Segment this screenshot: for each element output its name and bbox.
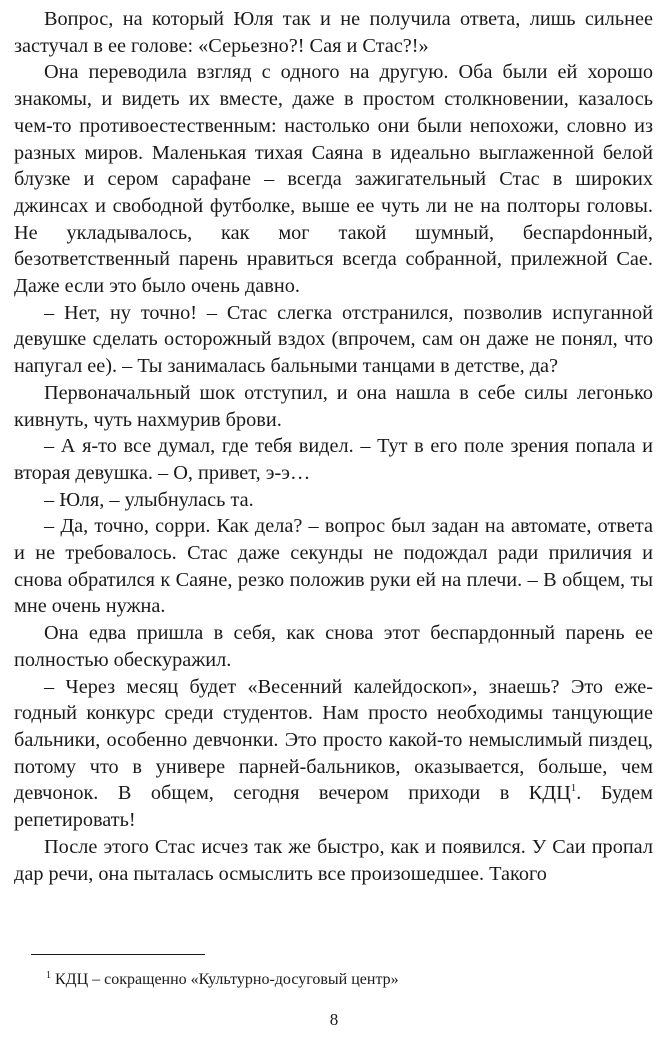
- paragraph: Вопрос, на который Юля так и не получила ответа, лишь сильнее застучал в ее голове: «Серьезно?! Сая и Стас?!»: [14, 8, 653, 57]
- paragraph: – Нет, ну точно! – Стас слегка отстранился, позволив испуганной девушке сделать осторожный вздох (впрочем, сам он даже не понял, что напугал ее). – Ты занималась бальными танцами в детстве, да?: [14, 301, 653, 378]
- footnote-text: КДЦ – сокращенно «Культурно-досуговый центр»: [55, 971, 399, 988]
- page-body: [14, 6, 653, 887]
- paragraph: Первоначальный шок отступил, и она нашла в себе силы легонько кивнуть, чуть нахмурив брови.: [14, 381, 653, 431]
- paragraph: Она переводила взгляд с одного на другую. Оба были ей хорошо знакомы, и видеть их вместе, даже в простом столкновении, казалось чем-то противоестественным: настолько они были непохожи, словно из разных миров. Маленькая тихая Саяна в идеально выглаженной белой блузке и сером сарафане – всегда зажигательный Стас в широких джинсах и свободной футболке, выше ее чуть ли не на полторы головы. Не укладывалось, как мог такой шумный, беспарdонный, безответственный парень нравиться всегда собранной, прилежной Сае. Даже если это было очень давно.: [14, 61, 653, 298]
- footnote-number: 1: [46, 969, 51, 981]
- page-number: 8: [329, 1010, 339, 1029]
- paragraph-text-continued: Будем репетировать!: [14, 782, 654, 832]
- footnote-separator: [31, 954, 205, 955]
- paragraph: После этого Стас исчез так же быстро, как и появился. У Саи пропал дар речи, она пыталась осмыслить все произошедшее. Такого: [14, 835, 653, 885]
- paragraph: – Да, точно, сорри. Как дела? – вопрос был задан на автомате, ответа и не требовалось. Стас даже секунды не подождал ради приличия и снова обратился к Саяне, резко положив руки ей на плечи. – В общем, ты мне очень нужна.: [14, 515, 653, 618]
- paragraph-with-footnote: – Через месяц будет «Весенний калейдоскоп», знаешь? Это ежегодный конкурс среди студентов. Нам просто необходимы танцующие бальники, особенно девчонки. Это просто какой-то немыслимый пиздец, потому что в универе парней-бальников, оказывается, больше, чем девчонок. В общем, сегодня вечером приходи в КДЦ$^1$. Будем репетировать!: [14, 675, 654, 832]
- paragraph: – Юля, – улыбнулась та.: [44, 488, 254, 511]
- paragraph-text: – Через месяц будет «Весенний калейдоскоп», знаешь? Это ежегодный конкурс среди студентов. Нам просто необходимы танцующие бальники, особенно девчонки. Это просто какой-то немыслимый пиздец, потому что в универе парней-бальников, оказывается, больше, чем девчонок. В общем, сегодня вечером приходи в КДЦ: [14, 675, 653, 805]
- paragraph: Она едва пришла в себя, как снова этот беспардонный парень ее полностью обескуражил.: [14, 622, 653, 671]
- footnote-reference: 1: [570, 782, 577, 795]
- footnote: [46, 970, 399, 990]
- paragraph: – А я-то все думал, где тебя видел. – Тут в его поле зрения попала и вторая девушка. – О, привет, э-э…: [14, 435, 653, 484]
